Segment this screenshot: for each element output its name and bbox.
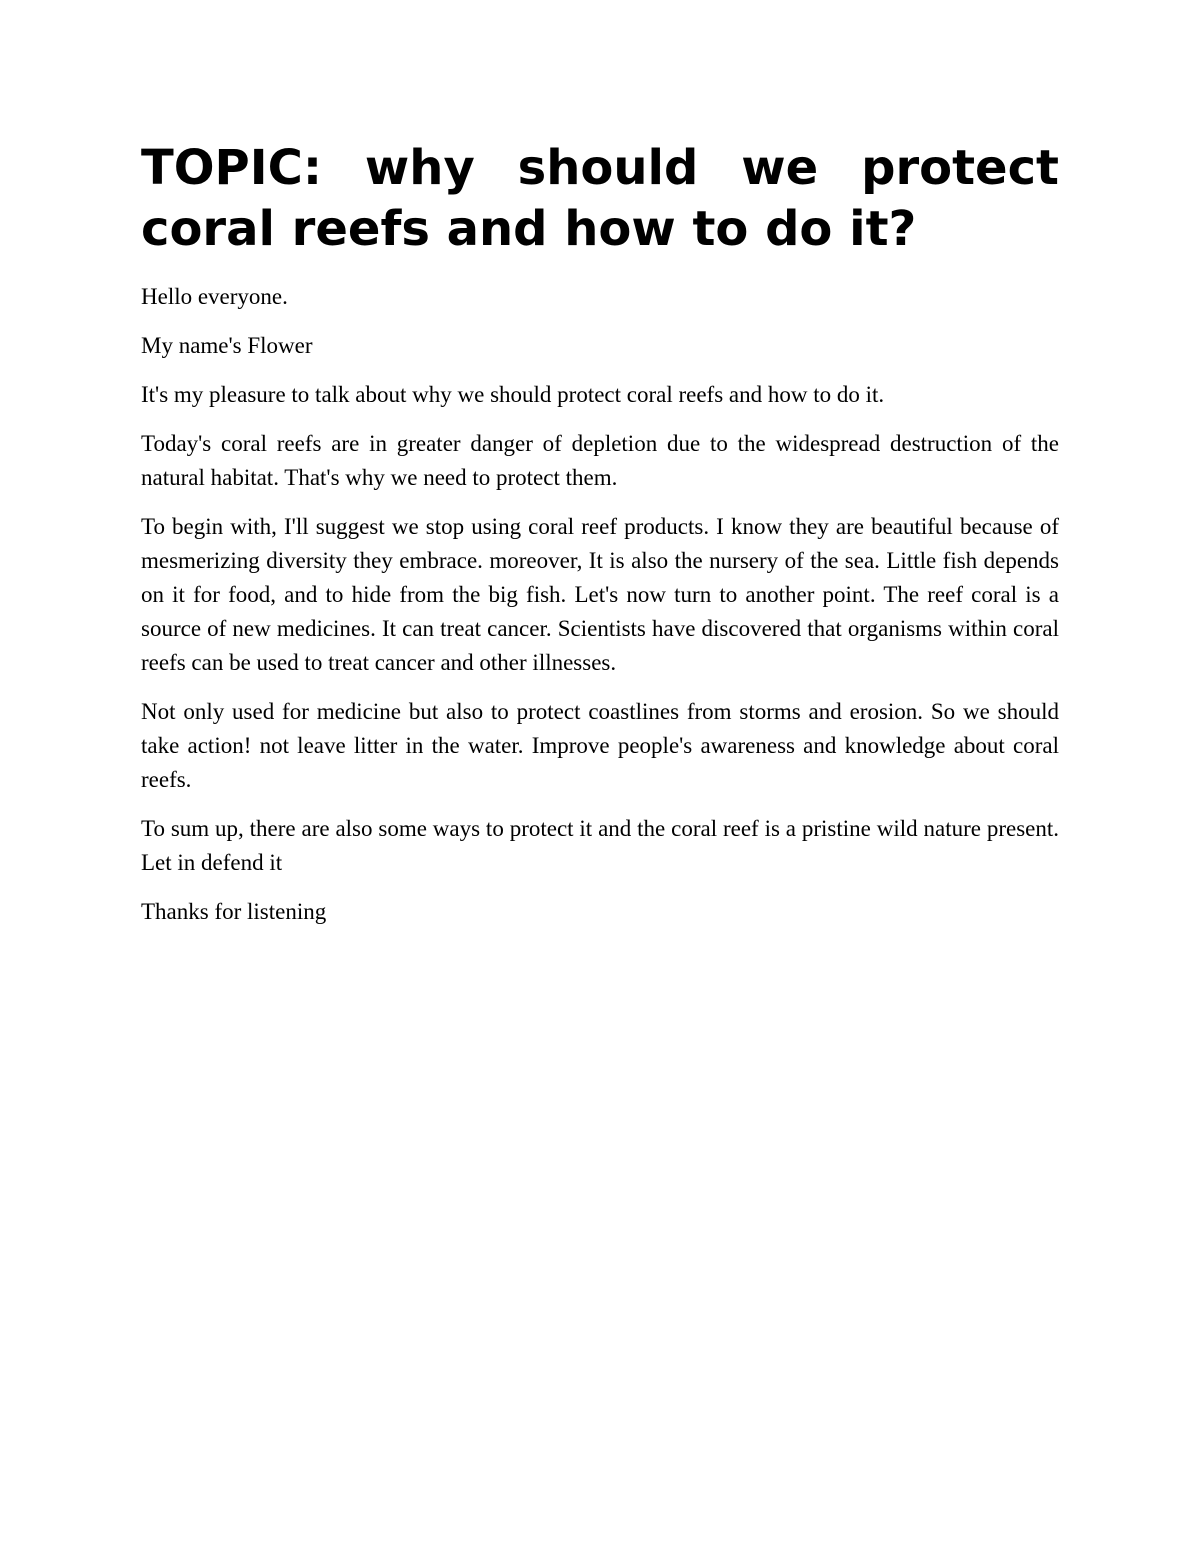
introduction-paragraph: My name's Flower	[141, 333, 313, 358]
conclusion-paragraph: To sum up, there are also some ways to protect it and the coral reef is a pristine wild nature present. Let in defend it	[141, 816, 1059, 875]
document-title: TOPIC: why should we protect coral reefs and how to do it?	[141, 140, 1059, 257]
greeting-paragraph: Hello everyone.	[141, 284, 288, 309]
document-page	[141, 138, 1059, 944]
reasons-paragraph: To begin with, I'll suggest we stop using coral reef products. I know they are beautiful because of mesmerizing diversity they embrace. moreover, It is also the nursery of the sea. Little fish depends on it for food, and to hide from the big fish. Let's now turn to another point. The reef coral is a source of new medicines. It can treat cancer. Scientists have discovered that organisms within coral reefs can be used to treat cancer and other illnesses.	[141, 514, 1059, 675]
purpose-paragraph: It's my pleasure to talk about why we should protect coral reefs and how to do it.	[141, 382, 885, 407]
action-paragraph: Not only used for medicine but also to protect coastlines from storms and erosion. So we should take action! not leave litter in the water. Improve people's awareness and knowledge about coral reefs.	[141, 699, 1059, 792]
closing-paragraph: Thanks for listening	[141, 899, 327, 924]
danger-paragraph: Today's coral reefs are in greater danger of depletion due to the widespread destruction of the natural habitat. That's why we need to protect them.	[141, 431, 1059, 490]
